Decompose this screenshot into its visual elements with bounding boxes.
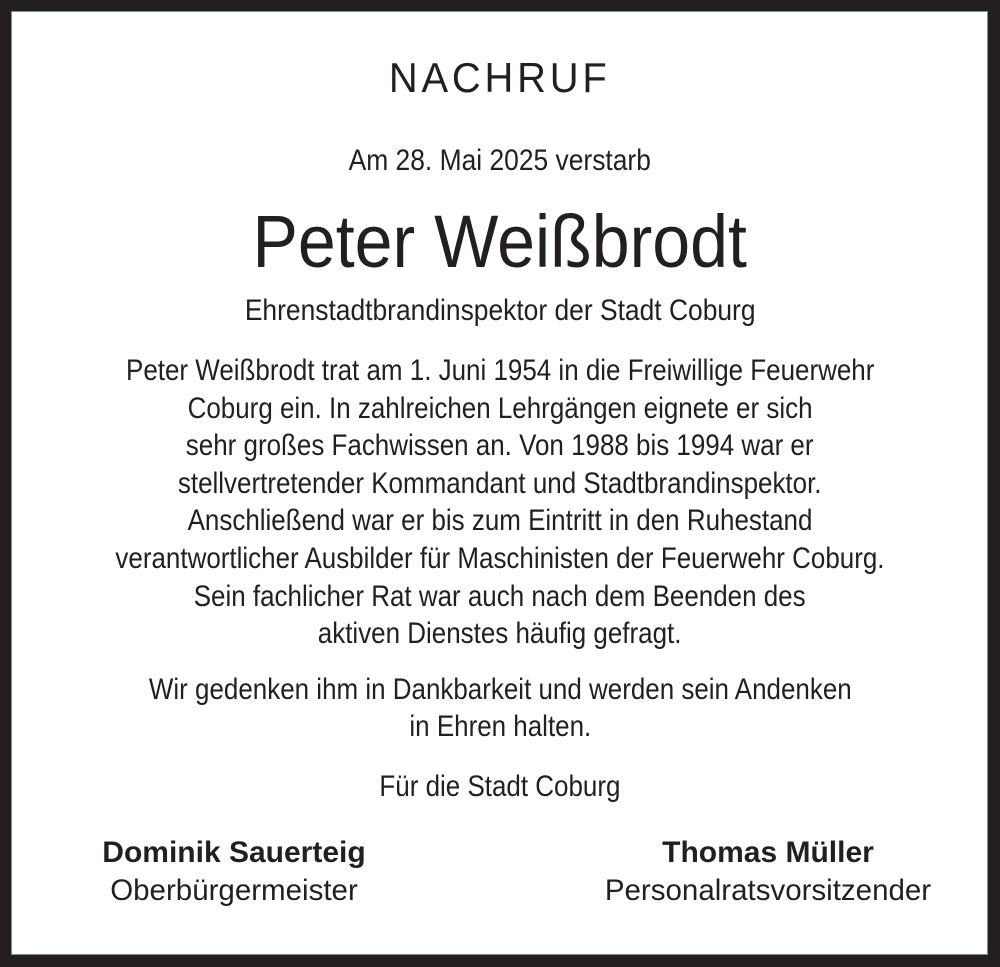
closing-line: in Ehren halten.: [409, 710, 591, 743]
deceased-honorary-title: Ehrenstadtbrandinspektor der Stadt Coburg: [244, 294, 756, 327]
body-line: aktiven Dienstes häufig gefragt.: [318, 617, 682, 650]
body-line: Anschließend war er bis zum Eintritt in den Ruhestand: [187, 504, 813, 537]
body-line: verantwortlicher Ausbilder für Maschinisten der Feuerwehr Coburg.: [115, 542, 885, 575]
death-date-line: Am 28. Mai 2025 verstarb: [348, 144, 652, 177]
closing-line: Wir gedenken ihm in Dankbarkeit und werden sein Andenken: [148, 673, 852, 706]
body-line: Sein fachlicher Rat war auch nach dem Beenden des: [194, 580, 806, 613]
obituary-heading: NACHRUF: [389, 54, 611, 101]
deceased-name: Peter Weißbrodt: [252, 200, 748, 283]
body-line: Peter Weißbrodt trat am 1. Juni 1954 in die Freiwillige Feuerwehr: [125, 354, 875, 387]
body-line: stellvertretender Kommandant und Stadtbrandinspektor.: [178, 467, 822, 500]
signatory-name: Dominik Sauerteig: [102, 836, 366, 869]
on-behalf-line: Für die Stadt Coburg: [379, 770, 621, 803]
signatory-role: Oberbürgermeister: [110, 874, 358, 907]
body-line: Coburg ein. In zahlreichen Lehrgängen eignete er sich: [187, 392, 813, 425]
signatory-name: Thomas Müller: [662, 836, 874, 869]
body-line: sehr großes Fachwissen an. Von 1988 bis 1994 war er: [186, 429, 814, 462]
signatory-role: Personalratsvorsitzender: [604, 874, 932, 907]
